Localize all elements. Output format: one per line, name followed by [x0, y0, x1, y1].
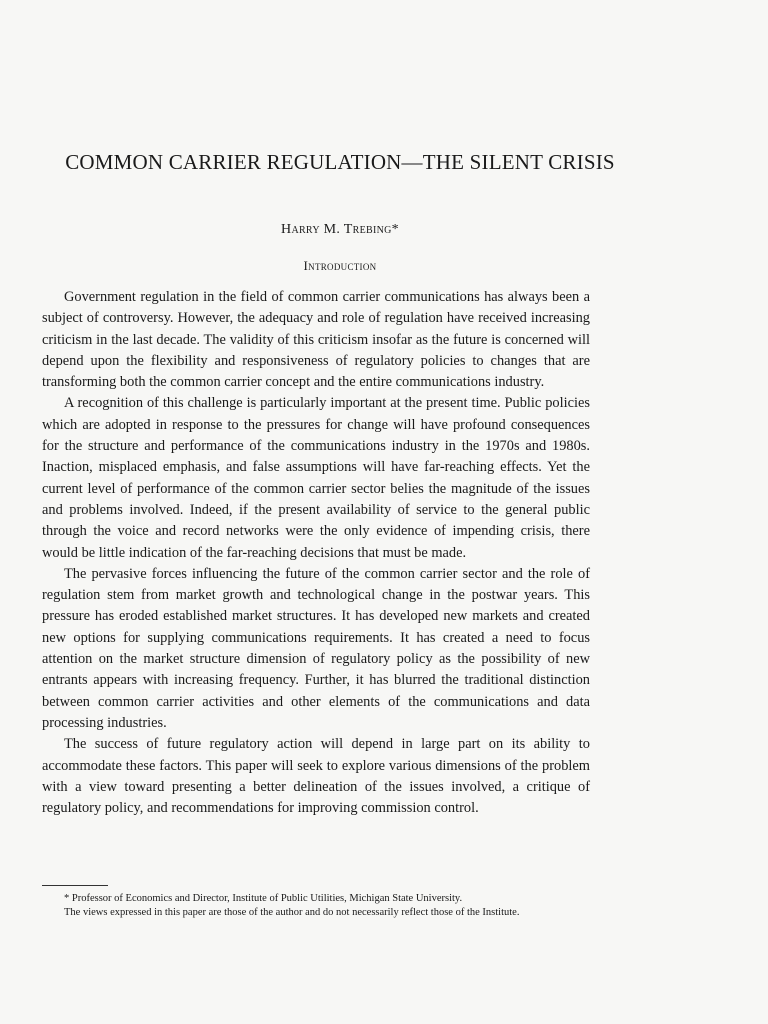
article-body — [42, 287, 590, 819]
footnote: * Professor of Economics and Director, Institute of Public Utilities, Michigan State University. — [64, 893, 463, 904]
footnote: The views expressed in this paper are those of the author and do not necessarily reflect those of the Institute. — [64, 907, 520, 918]
section-heading: Introduction — [303, 258, 377, 273]
paragraph: A recognition of this challenge is particularly important at the present time. Public policies which are adopted in response to the pressures for change will have profound consequences for the structure and performance of the communications industry in the 1970s and 1980s. Inaction, misplaced emphasis, and false assumptions will have far-reaching effects. Yet the current level of performance of the common carrier sector belies the magnitude of the issues and problems involved. Indeed, if the present availability of service to the general public through the voice and record networks were the only evidence of impending crisis, there would be little indication of the far-reaching decisions that must be made. — [42, 395, 590, 561]
article-title: COMMON CARRIER REGULATION—THE SILENT CRISIS — [65, 150, 615, 174]
paragraph: The pervasive forces influencing the future of the common carrier sector and the role of regulation stem from market growth and technological change in the postwar years. This pressure has eroded established market structures. It has developed new markets and created new options for supplying communications requirements. It has created a need to focus attention on the market structure dimension of regulatory policy as the possibility of new entrants appears with increasing frequency. Further, it has blurred the traditional distinction between common carrier activities and other elements of the communications and data processing industries. — [42, 565, 590, 731]
paragraph: The success of future regulatory action will depend in large part on its ability to accommodate these factors. This paper will seek to explore various dimensions of the problem with a view toward presenting a better delineation of the issues involved, a critique of regulatory policy, and recommendations for improving commission control. — [42, 736, 590, 817]
footnote-divider — [42, 885, 108, 886]
author-name: Harry M. Trebing* — [281, 222, 399, 237]
paragraph: Government regulation in the field of common carrier communications has always been a subject of controversy. However, the adequacy and role of regulation have received increasing criticism in the last decade. The validity of this criticism insofar as the future is concerned will depend upon the flexibility and responsiveness of regulatory policies to changes that are transforming both the common carrier concept and the entire communications industry. — [42, 289, 590, 391]
footnotes — [42, 892, 590, 920]
